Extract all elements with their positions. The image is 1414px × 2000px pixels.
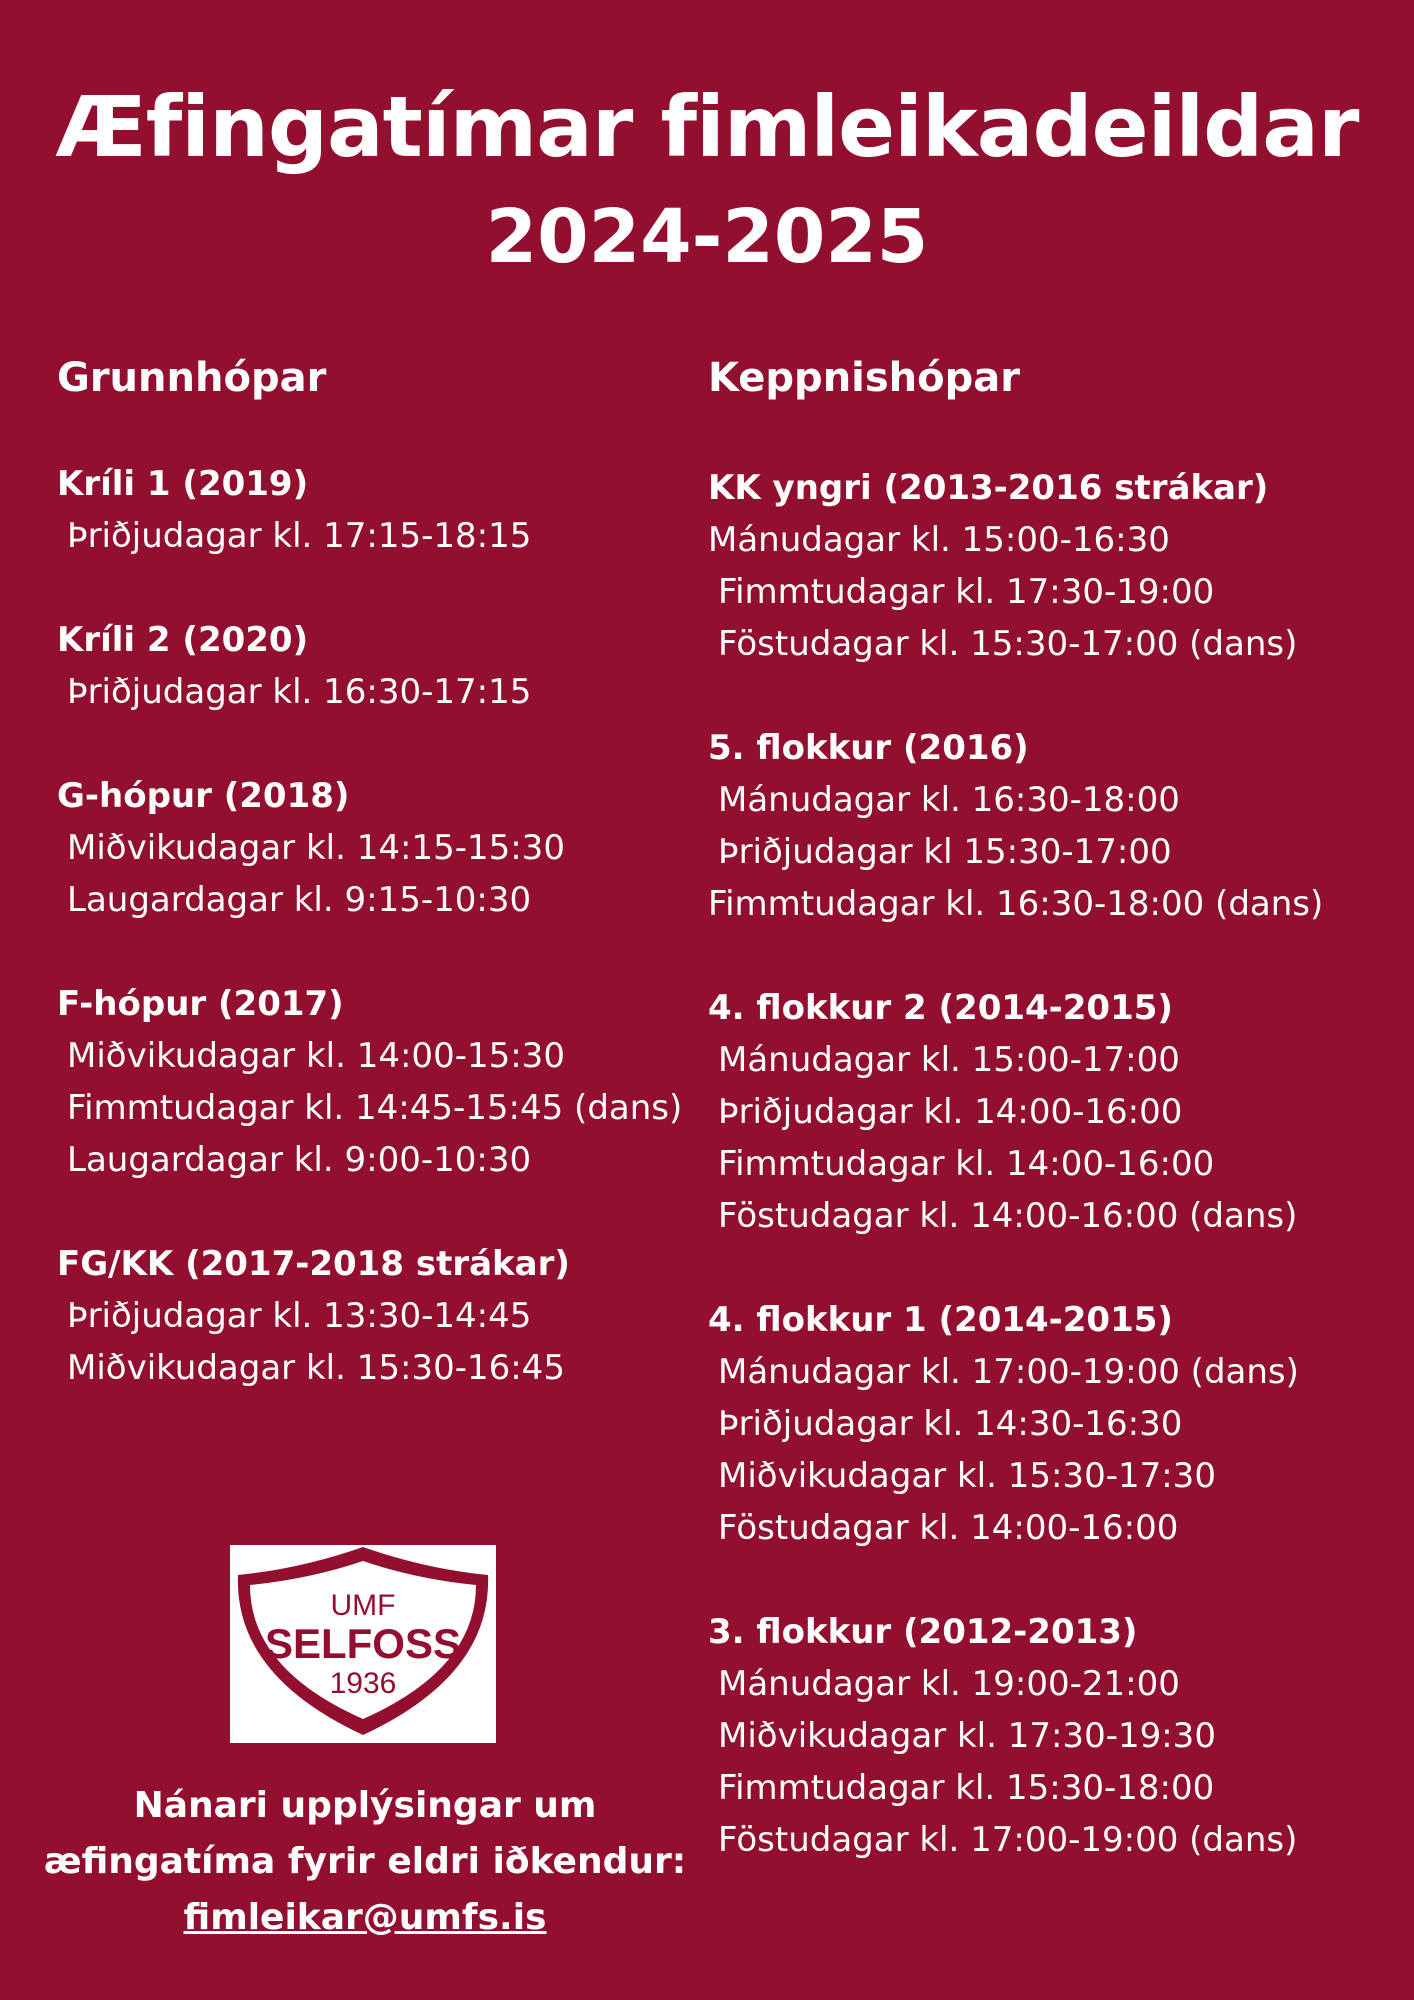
session-time: Miðvikudagar kl. 15:30-17:30: [718, 1456, 1216, 1496]
group-title: 5. flokkur (2016): [708, 728, 1029, 768]
page-subtitle: 2024-2025: [485, 194, 929, 280]
session-time: Föstudagar kl. 15:30-17:00 (dans): [718, 624, 1298, 664]
session-time: Mánudagar kl. 15:00-16:30: [708, 520, 1170, 560]
session-time: Miðvikudagar kl. 17:30-19:30: [718, 1716, 1216, 1756]
group-title: G-hópur (2018): [57, 776, 350, 816]
schedule-group: [708, 722, 1398, 930]
session-time: Þriðjudagar kl. 14:00-16:00: [718, 1092, 1183, 1132]
left-column-heading: Grunnhópar: [57, 355, 327, 401]
schedule-group: [57, 978, 707, 1186]
session-time: Miðvikudagar kl. 14:00-15:30: [67, 1036, 565, 1076]
schedule-group: [57, 458, 707, 562]
right-column: [708, 350, 1398, 1918]
logo-line1: UMF: [330, 1589, 396, 1622]
schedule-group: [708, 1294, 1398, 1554]
right-column-heading: Keppnishópar: [708, 355, 1020, 401]
session-time: Fimmtudagar kl. 14:00-16:00: [718, 1144, 1215, 1184]
session-time: Föstudagar kl. 14:00-16:00: [718, 1508, 1179, 1548]
group-title: Kríli 2 (2020): [57, 620, 309, 660]
page-title: Æfingatímar fimleikadeildar: [55, 78, 1359, 176]
session-time: Mánudagar kl. 16:30-18:00: [718, 780, 1180, 820]
session-time: Mánudagar kl. 15:00-17:00: [718, 1040, 1180, 1080]
left-column: [57, 350, 707, 1446]
session-time: Fimmtudagar kl. 16:30-18:00 (dans): [708, 884, 1324, 924]
group-title: F-hópur (2017): [57, 984, 344, 1024]
session-time: Þriðjudagar kl. 14:30-16:30: [718, 1404, 1183, 1444]
schedule-group: [57, 770, 707, 926]
session-time: Föstudagar kl. 17:00-19:00 (dans): [718, 1820, 1298, 1860]
session-time: Miðvikudagar kl. 15:30-16:45: [67, 1348, 565, 1388]
group-title: 3. flokkur (2012-2013): [708, 1612, 1138, 1652]
session-time: Þriðjudagar kl. 13:30-14:45: [67, 1296, 532, 1336]
group-title: 4. flokkur 1 (2014-2015): [708, 1300, 1173, 1340]
schedule-group: [708, 982, 1398, 1242]
session-time: Mánudagar kl. 17:00-19:00 (dans): [718, 1352, 1299, 1392]
schedule-group: [708, 462, 1398, 670]
session-time: Mánudagar kl. 19:00-21:00: [718, 1664, 1180, 1704]
session-time: Fimmtudagar kl. 14:45-15:45 (dans): [67, 1088, 683, 1128]
email-link[interactable]: fimleikar@umfs.is: [183, 1897, 547, 1938]
session-time: Miðvikudagar kl. 14:15-15:30: [67, 828, 565, 868]
session-time: Laugardagar kl. 9:15-10:30: [67, 880, 532, 920]
footer-line1: Nánari upplýsingar um: [133, 1785, 597, 1826]
session-time: Föstudagar kl. 14:00-16:00 (dans): [718, 1196, 1298, 1236]
session-time: Fimmtudagar kl. 15:30-18:00: [718, 1768, 1215, 1808]
schedule-group: [708, 1606, 1398, 1866]
group-title: KK yngri (2013-2016 strákar): [708, 468, 1269, 508]
session-time: Þriðjudagar kl. 17:15-18:15: [67, 516, 532, 556]
group-title: 4. flokkur 2 (2014-2015): [708, 988, 1173, 1028]
footer-info: [0, 1778, 730, 1946]
logo-line2: SELFOSS: [264, 1620, 462, 1667]
session-time: Þriðjudagar kl 15:30-17:00: [718, 832, 1172, 872]
footer-line2: æfingatíma fyrir eldri iðkendur:: [43, 1841, 687, 1882]
session-time: Fimmtudagar kl. 17:30-19:00: [718, 572, 1215, 612]
session-time: Þriðjudagar kl. 16:30-17:15: [67, 672, 532, 712]
shield-logo-icon: [230, 1545, 496, 1743]
group-title: FG/KK (2017-2018 strákar): [57, 1244, 570, 1284]
logo-line3: 1936: [329, 1667, 397, 1700]
group-title: Kríli 1 (2019): [57, 464, 309, 504]
schedule-group: [57, 614, 707, 718]
schedule-group: [57, 1238, 707, 1394]
umf-selfoss-logo: [230, 1545, 496, 1743]
session-time: Laugardagar kl. 9:00-10:30: [67, 1140, 532, 1180]
